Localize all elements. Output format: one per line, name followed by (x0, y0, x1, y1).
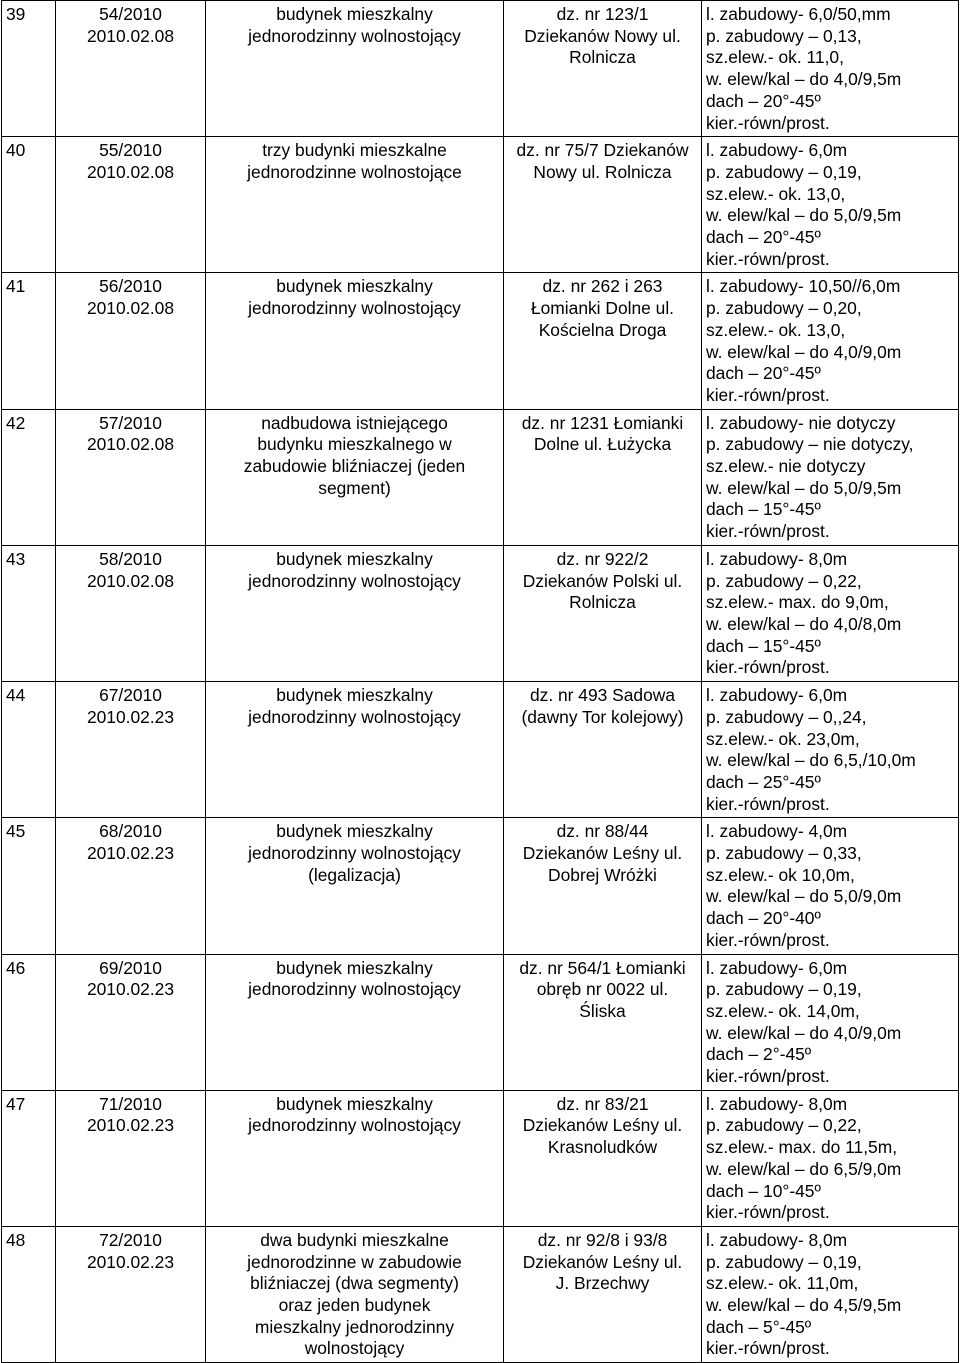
parameter-line: sz.elew.- ok. 14,0m, (706, 1000, 860, 1021)
parameter-line: dach – 2°-45º (706, 1044, 812, 1065)
parameter-line: w. elew/kal – do 5,0/9,5m (706, 205, 902, 226)
table-row (2, 1, 959, 137)
location-cell (504, 1090, 702, 1226)
parameter-line: kier.-równ/prost. (706, 929, 830, 950)
location-cell (504, 137, 702, 273)
row-number-cell (2, 682, 56, 818)
decision-number: 72/2010 (99, 1229, 162, 1250)
row-number-cell (2, 954, 56, 1090)
decision-date: 2010.02.23 (86, 1251, 175, 1272)
row-number-cell (2, 818, 56, 954)
parameter-line: kier.-równ/prost. (706, 793, 830, 814)
parameter-line: sz.elew.- ok 10,0m, (706, 864, 855, 885)
parameter-line: p. zabudowy – 0,19, (706, 979, 862, 1000)
parameter-line: dach – 20°-40º (706, 908, 821, 929)
location-line: dz. nr 88/44 (556, 821, 649, 842)
location-line: Nowy ul. Rolnicza (533, 161, 672, 182)
parameter-line: dach – 15°-45º (706, 635, 821, 656)
location-line: dz. nr 922/2 (556, 548, 649, 569)
table-row (2, 818, 959, 954)
parameter-line: l. zabudowy- 8,0m (706, 548, 848, 569)
parameter-line: kier.-równ/prost. (706, 112, 830, 133)
row-number-cell (2, 1090, 56, 1226)
parameter-line: dach – 20°-45º (706, 227, 821, 248)
location-line: Łomianki Dolne ul. (530, 298, 675, 319)
row-number: 45 (6, 821, 26, 842)
decision-date: 2010.02.08 (86, 298, 175, 319)
table-row (2, 409, 959, 545)
location-line: dz. nr 1231 Łomianki (521, 412, 684, 433)
location-line: Rolnicza (569, 592, 636, 613)
location-line: obręb nr 0022 ul. (536, 979, 669, 1000)
table-row (2, 1090, 959, 1226)
location-cell (504, 1226, 702, 1362)
parameter-line: l. zabudowy- 10,50//6,0m (706, 276, 901, 297)
parameter-line: w. elew/kal – do 5,0/9,0m (706, 886, 902, 907)
parameters-cell (702, 137, 959, 273)
parameter-line: p. zabudowy – nie dotyczy, (706, 434, 914, 455)
object-cell (206, 1226, 504, 1362)
parameter-line: dach – 20°-45º (706, 90, 821, 111)
location-line: Dobrej Wróżki (548, 864, 657, 885)
location-cell (504, 818, 702, 954)
row-number-cell (2, 1, 56, 137)
row-number: 39 (6, 4, 26, 24)
parameter-line: sz.elew.- max. do 9,0m, (706, 592, 889, 613)
parameters-cell (702, 409, 959, 545)
table-row (2, 954, 959, 1090)
object-line: budynek mieszkalny (276, 957, 433, 978)
object-cell (206, 545, 504, 681)
decision-date: 2010.02.08 (86, 570, 175, 591)
decision-cell (56, 1226, 206, 1362)
row-number-cell (2, 545, 56, 681)
object-line: budynek mieszkalny (276, 276, 433, 297)
parameter-line: kier.-równ/prost. (706, 384, 830, 405)
parameter-line: sz.elew.- ok. 13,0, (706, 183, 846, 204)
object-cell (206, 682, 504, 818)
parameter-line: w. elew/kal – do 4,0/9,5m (706, 69, 902, 90)
decision-date: 2010.02.23 (86, 1115, 175, 1136)
location-line: dz. nr 123/1 (556, 4, 649, 24)
decision-date: 2010.02.23 (86, 706, 175, 727)
object-line: jednorodzinny wolnostojący (248, 25, 461, 46)
parameter-line: l. zabudowy- 6,0m (706, 957, 848, 978)
decision-date: 2010.02.23 (86, 979, 175, 1000)
object-line: budynek mieszkalny (276, 821, 433, 842)
row-number: 42 (6, 412, 26, 433)
row-number: 40 (6, 140, 26, 161)
row-number-cell (2, 409, 56, 545)
parameter-line: dach – 25°-45º (706, 771, 821, 792)
location-line: Dziekanów Leśny ul. (522, 1251, 683, 1272)
parameters-cell (702, 273, 959, 409)
parameter-line: kier.-równ/prost. (706, 1338, 830, 1359)
object-cell (206, 1090, 504, 1226)
object-line: jednorodzinny wolnostojący (248, 706, 461, 727)
row-number: 44 (6, 685, 26, 706)
parameter-line: w. elew/kal – do 5,0/9,5m (706, 477, 902, 498)
location-cell (504, 409, 702, 545)
location-line: dz. nr 75/7 Dziekanów (516, 140, 689, 161)
location-line: dz. nr 262 i 263 (542, 276, 663, 297)
object-cell (206, 954, 504, 1090)
table-row (2, 682, 959, 818)
object-line: budynek mieszkalny (276, 685, 433, 706)
location-line: Dziekanów Polski ul. (522, 570, 683, 591)
object-line: zabudowie bliźniaczej (jeden (243, 456, 466, 477)
parameter-line: l. zabudowy- nie dotyczy (706, 412, 896, 433)
parameter-line: l. zabudowy- 4,0m (706, 821, 848, 842)
row-number: 48 (6, 1229, 26, 1250)
parameter-line: w. elew/kal – do 4,0/8,0m (706, 613, 902, 634)
parameter-line: p. zabudowy – 0,33, (706, 843, 862, 864)
location-line: Rolnicza (569, 47, 636, 68)
parameters-cell (702, 682, 959, 818)
decision-cell (56, 954, 206, 1090)
row-number: 46 (6, 957, 26, 978)
row-number: 47 (6, 1093, 26, 1114)
object-line: trzy budynki mieszkalne (262, 140, 447, 161)
object-line: jednorodzinne wolnostojące (247, 161, 462, 182)
parameter-line: dach – 5°-45º (706, 1316, 812, 1337)
parameter-line: sz.elew.- ok. 11,0, (706, 47, 844, 68)
parameters-cell (702, 1090, 959, 1226)
location-line: Kościelna Droga (538, 319, 667, 340)
parameter-line: w. elew/kal – do 6,5,/10,0m (706, 750, 916, 771)
parameter-line: w. elew/kal – do 4,0/9,0m (706, 341, 902, 362)
decision-number: 67/2010 (99, 685, 162, 706)
parameters-cell (702, 1, 959, 137)
decision-number: 57/2010 (99, 412, 162, 433)
location-line: dz. nr 83/21 (556, 1093, 649, 1114)
decision-cell (56, 1, 206, 137)
decision-number: 56/2010 (99, 276, 162, 297)
location-line: Dziekanów Leśny ul. (522, 1115, 683, 1136)
parameter-line: p. zabudowy – 0,22, (706, 570, 862, 591)
parameter-line: w. elew/kal – do 4,5/9,5m (706, 1295, 902, 1316)
location-cell (504, 273, 702, 409)
decision-cell (56, 409, 206, 545)
parameter-line: kier.-równ/prost. (706, 248, 830, 269)
decision-cell (56, 1090, 206, 1226)
parameter-line: w. elew/kal – do 6,5/9,0m (706, 1158, 902, 1179)
object-line: budynek mieszkalny (276, 1093, 433, 1114)
decision-date: 2010.02.08 (86, 434, 175, 455)
object-cell (206, 137, 504, 273)
decision-cell (56, 273, 206, 409)
decision-cell (56, 682, 206, 818)
row-number-cell (2, 137, 56, 273)
decision-number: 54/2010 (99, 4, 162, 24)
parameters-cell (702, 954, 959, 1090)
parameters-cell (702, 545, 959, 681)
decision-number: 69/2010 (99, 957, 162, 978)
table-row (2, 137, 959, 273)
location-line: Dziekanów Leśny ul. (522, 843, 683, 864)
row-number-cell (2, 273, 56, 409)
permits-table (1, 0, 959, 1363)
parameter-line: kier.-równ/prost. (706, 1066, 830, 1087)
object-cell (206, 818, 504, 954)
parameter-line: dach – 15°-45º (706, 499, 821, 520)
decision-date: 2010.02.23 (86, 843, 175, 864)
parameter-line: p. zabudowy – 0,22, (706, 1115, 862, 1136)
object-line: jednorodzinny wolnostojący (248, 1115, 461, 1136)
decision-date: 2010.02.08 (86, 161, 175, 182)
location-cell (504, 545, 702, 681)
object-cell (206, 1, 504, 137)
location-cell (504, 682, 702, 818)
parameter-line: sz.elew.- nie dotyczy (706, 456, 866, 477)
table-row (2, 1226, 959, 1362)
decision-cell (56, 137, 206, 273)
parameter-line: l. zabudowy- 6,0/50,mm (706, 4, 891, 24)
decision-cell (56, 545, 206, 681)
object-cell (206, 409, 504, 545)
parameters-cell (702, 1226, 959, 1362)
decision-cell (56, 818, 206, 954)
row-number-cell (2, 1226, 56, 1362)
location-cell (504, 1, 702, 137)
location-line: dz. nr 564/1 Łomianki (519, 957, 686, 978)
parameter-line: l. zabudowy- 8,0m (706, 1229, 848, 1250)
location-line: J. Brzechwy (555, 1273, 650, 1294)
parameter-line: p. zabudowy – 0,19, (706, 1251, 862, 1272)
object-line: bliźniaczej (dwa segmenty) (250, 1273, 459, 1294)
object-line: budynek mieszkalny (276, 4, 433, 24)
object-line: segment) (318, 477, 391, 498)
parameter-line: p. zabudowy – 0,13, (706, 25, 862, 46)
parameter-line: kier.-równ/prost. (706, 1202, 830, 1223)
location-line: dz. nr 92/8 i 93/8 (537, 1229, 668, 1250)
decision-number: 58/2010 (99, 548, 162, 569)
object-line: mieszkalny jednorodzinny (254, 1316, 455, 1337)
location-line: (dawny Tor kolejowy) (521, 706, 684, 727)
object-line: jednorodzinne w zabudowie (247, 1251, 462, 1272)
table-row (2, 273, 959, 409)
parameter-line: p. zabudowy – 0,19, (706, 161, 862, 182)
permits-table-body (2, 1, 959, 1363)
object-line: (legalizacja) (308, 864, 401, 885)
parameters-cell (702, 818, 959, 954)
parameter-line: kier.-równ/prost. (706, 521, 830, 542)
location-cell (504, 954, 702, 1090)
row-number: 41 (6, 276, 26, 297)
parameter-line: sz.elew.- ok. 23,0m, (706, 728, 860, 749)
object-line: jednorodzinny wolnostojący (248, 298, 461, 319)
parameter-line: l. zabudowy- 6,0m (706, 685, 848, 706)
parameter-line: w. elew/kal – do 4,0/9,0m (706, 1022, 902, 1043)
object-line: budynku mieszkalnego w (257, 434, 452, 455)
object-line: jednorodzinny wolnostojący (248, 843, 461, 864)
location-line: Śliska (579, 1000, 626, 1021)
object-line: dwa budynki mieszkalne (260, 1229, 449, 1250)
object-line: jednorodzinny wolnostojący (248, 979, 461, 1000)
parameter-line: dach – 10°-45º (706, 1180, 821, 1201)
decision-number: 55/2010 (99, 140, 162, 161)
parameter-line: sz.elew.- ok. 11,0m, (706, 1273, 859, 1294)
parameter-line: sz.elew.- ok. 13,0, (706, 319, 846, 340)
location-line: Dolne ul. Łużycka (533, 434, 672, 455)
object-line: jednorodzinny wolnostojący (248, 570, 461, 591)
object-line: budynek mieszkalny (276, 548, 433, 569)
location-line: dz. nr 493 Sadowa (529, 685, 676, 706)
decision-number: 71/2010 (99, 1093, 162, 1114)
decision-number: 68/2010 (99, 821, 162, 842)
object-line: wolnostojący (304, 1338, 405, 1359)
decision-date: 2010.02.08 (86, 25, 175, 46)
object-line: nadbudowa istniejącego (261, 412, 448, 433)
parameter-line: sz.elew.- max. do 11,5m, (706, 1137, 898, 1158)
parameter-line: p. zabudowy – 0,20, (706, 298, 862, 319)
object-cell (206, 273, 504, 409)
parameter-line: l. zabudowy- 6,0m (706, 140, 848, 161)
location-line: Krasnoludków (547, 1137, 658, 1158)
parameter-line: dach – 20°-45º (706, 363, 821, 384)
parameter-line: kier.-równ/prost. (706, 657, 830, 678)
row-number: 43 (6, 548, 26, 569)
location-line: Dziekanów Nowy ul. (524, 25, 681, 46)
parameter-line: l. zabudowy- 8,0m (706, 1093, 848, 1114)
object-line: oraz jeden budynek (278, 1295, 431, 1316)
parameter-line: p. zabudowy – 0,,24, (706, 706, 867, 727)
table-row (2, 545, 959, 681)
